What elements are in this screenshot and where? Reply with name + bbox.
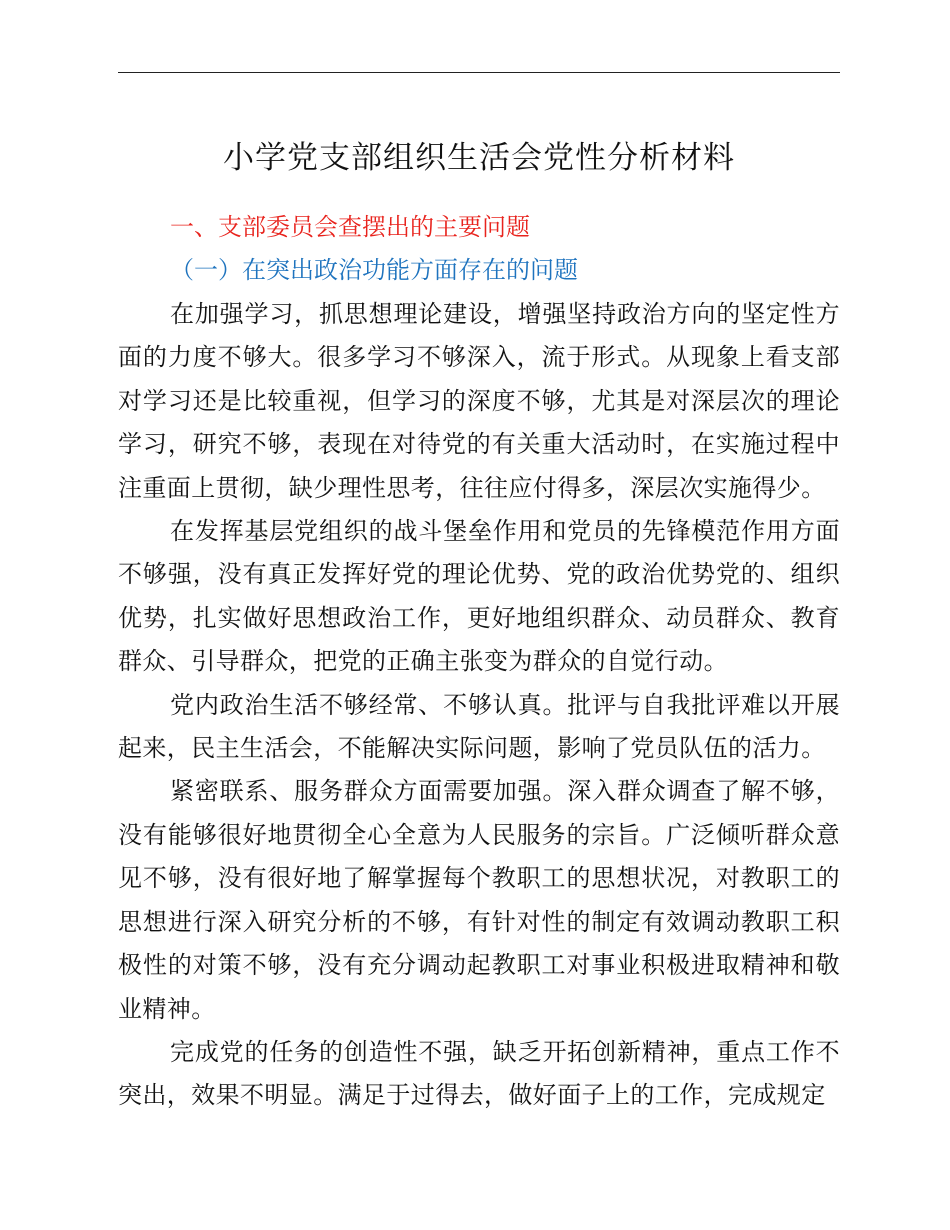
section-heading: 一、支部委员会查摆出的主要问题 (170, 213, 530, 241)
body-text (118, 293, 840, 1118)
paragraph: 在发挥基层党组织的战斗堡垒作用和党员的先锋模范作用方面不够强，没有真正发挥好党的理论优势、党的政治优势党的、组织优势，扎实做好思想政治工作，更好地组织群众、动员群众、教育群众、引导群众，把党的正确主张变为群众的自觉行动。 (118, 517, 840, 676)
paragraph: 紧密联系、服务群众方面需要加强。深入群众调查了解不够，没有能够很好地贯彻全心全意为人民服务的宗旨。广泛倾听群众意见不够，没有很好地了解掌握每个教职工的思想状况，对教职工的思想进行深入研究分析的不够，有针对性的制定有效调动教职工积极性的对策不够，没有充分调动起教职工对事业积极进取精神和敬业精神。 (118, 777, 840, 1023)
subsection-heading: （一）在突出政治功能方面存在的问题 (170, 256, 578, 284)
paragraph: 完成党的任务的创造性不强，缺乏开拓创新精神，重点工作不突出，效果不明显。满足于过得去，做好面子上的工作，完成规定 (118, 1037, 840, 1110)
paragraph: 党内政治生活不够经常、不够认真。批评与自我批评难以开展起来，民主生活会，不能解决实际问题，影响了党员队伍的活力。 (118, 690, 840, 763)
paragraph: 在加强学习，抓思想理论建设，增强坚持政治方向的坚定性方面的力度不够大。很多学习不够深入，流于形式。从现象上看支部对学习还是比较重视，但学习的深度不够，尤其是对深层次的理论学习，研究不够，表现在对待党的有关重大活动时，在实施过程中注重面上贯彻，缺少理性思考，往往应付得多，深层次实施得少。 (118, 300, 840, 502)
document-title: 小学党支部组织生活会党性分析材料 (223, 140, 735, 176)
header-rule (118, 72, 840, 73)
